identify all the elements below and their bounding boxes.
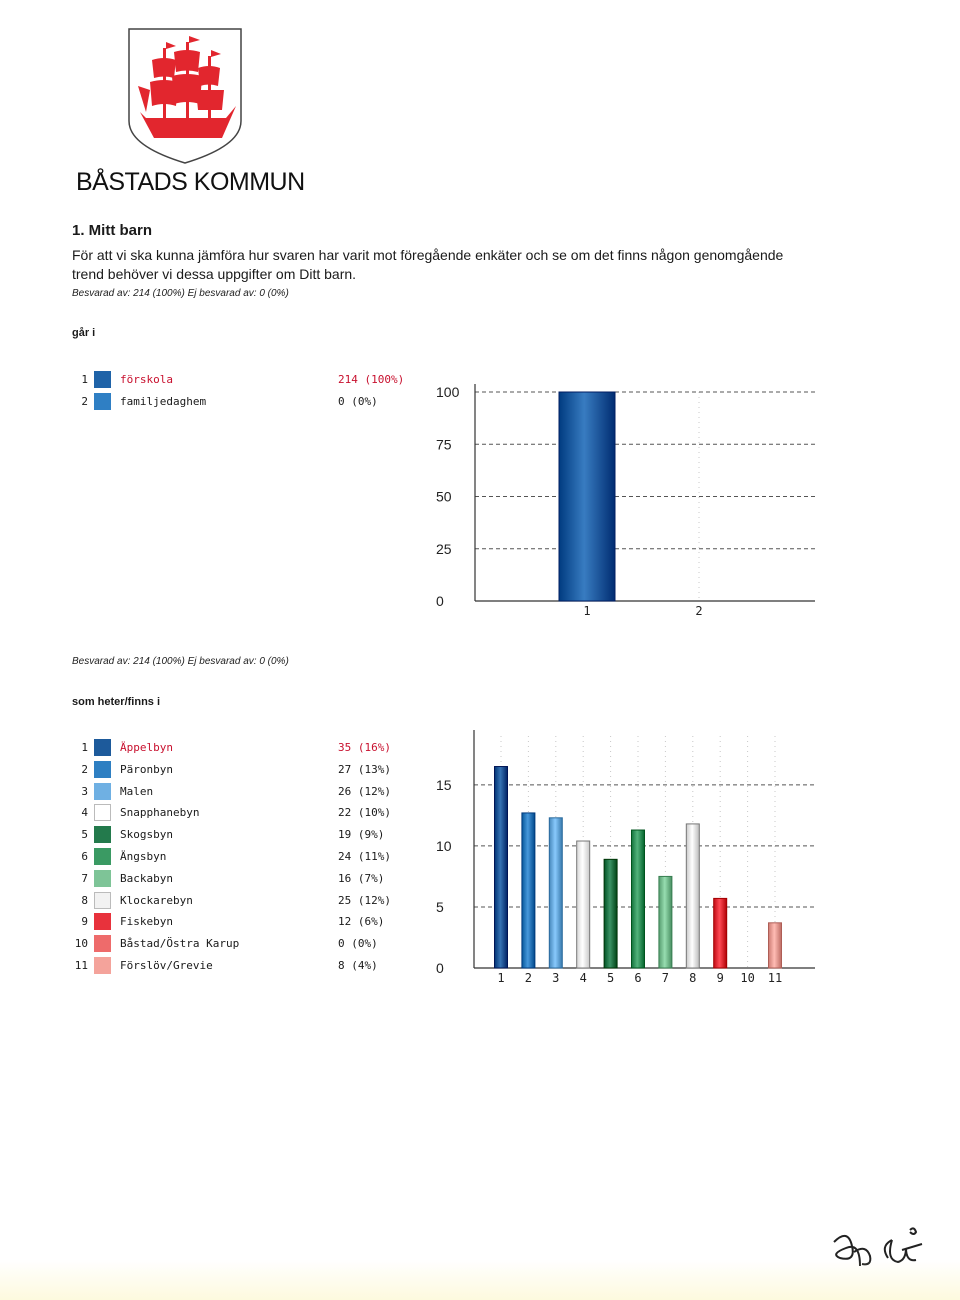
legend-count: 16 (7%) [338, 871, 385, 885]
q2-legend-row [74, 934, 414, 956]
legend-swatch [94, 826, 111, 843]
legend-count: 214 (100%) [338, 373, 405, 386]
y-tick-label: 50 [436, 488, 452, 505]
bar-11 [769, 923, 782, 968]
y-tick-label: 5 [436, 898, 444, 915]
q2-legend-row [74, 869, 414, 891]
legend-label: förskola [120, 373, 173, 386]
chart-q1 [420, 360, 830, 630]
legend-label: Äppelbyn [120, 741, 173, 754]
y-tick-label: 25 [436, 540, 452, 557]
q2-legend-row [74, 912, 414, 934]
bar-6 [632, 830, 645, 968]
legend-label: Backabyn [120, 871, 173, 885]
legend-swatch [94, 804, 111, 821]
legend-label: Malen [120, 784, 154, 798]
legend-label: Snapphanebyn [120, 806, 200, 820]
q2-title: som heter/finns i [72, 696, 161, 708]
x-tick-label: 10 [740, 971, 755, 985]
section-title: 1. Mitt barn [72, 222, 153, 239]
legend-swatch [94, 913, 111, 930]
bar-2 [522, 813, 535, 968]
q2-legend-row [74, 847, 414, 869]
legend-label: Båstad/Östra Karup [120, 937, 240, 951]
y-tick-label: 10 [436, 837, 452, 854]
legend-index: 7 [81, 871, 88, 885]
x-tick-label: 1 [497, 971, 505, 985]
q2-legend-row [74, 738, 414, 760]
bar-8 [686, 824, 699, 968]
y-tick-label: 100 [436, 384, 460, 400]
x-tick-label: 2 [695, 604, 703, 618]
legend-index: 8 [81, 893, 88, 907]
legend-swatch [94, 393, 111, 410]
legend-count: 22 (10%) [338, 806, 391, 820]
legend-count: 25 (12%) [338, 893, 391, 907]
q2-legend-row [74, 825, 414, 847]
legend-swatch [94, 935, 111, 952]
q2-legend-row [74, 891, 414, 913]
y-tick-label: 0 [436, 593, 444, 609]
legend-index: 1 [81, 373, 88, 386]
x-tick-label: 4 [579, 971, 587, 985]
x-tick-label: 5 [606, 971, 615, 985]
legend-count: 24 (11%) [338, 850, 391, 863]
legend-swatch [94, 957, 111, 974]
legend-label: Ängsbyn [120, 850, 167, 863]
x-tick-label: 2 [524, 971, 533, 985]
legend-count: 0 (0%) [338, 395, 378, 408]
q2-legend-row [74, 760, 414, 782]
legend-index: 1 [81, 741, 88, 754]
legend-swatch [94, 848, 111, 865]
legend-index: 6 [81, 850, 88, 863]
bar-3 [549, 818, 562, 968]
legend-index: 10 [74, 937, 88, 951]
legend-index: 4 [81, 806, 88, 820]
x-tick-label: 8 [689, 971, 697, 985]
coat-of-arms-logo [126, 26, 246, 166]
legend-swatch [94, 892, 111, 909]
legend-count: 0 (0%) [338, 937, 378, 951]
y-tick-label: 75 [436, 436, 452, 453]
bar-1 [559, 392, 615, 601]
x-tick-label: 11 [767, 971, 783, 985]
legend-count: 35 (16%) [338, 741, 391, 754]
q1-legend-row [74, 370, 414, 392]
legend-count: 19 (9%) [338, 828, 385, 842]
legend-label: Skogsbyn [120, 828, 173, 842]
x-tick-label: 7 [661, 971, 670, 985]
answered-stat-q1: Besvarad av: 214 (100%) Ej besvarad av: 0 (0%) [72, 656, 289, 667]
section-intro: För att vi ska kunna jämföra hur svaren har varit mot föregående enkäter och se om det finns någon genomgående trend behöver vi dessa uppgifter om Ditt barn. [72, 247, 784, 282]
x-tick-label: 9 [716, 971, 724, 985]
legend-count: 12 (6%) [338, 915, 385, 929]
legend-swatch [94, 371, 111, 388]
q1-legend-row [74, 392, 414, 414]
legend-count: 27 (13%) [338, 762, 391, 776]
x-tick-label: 6 [634, 971, 642, 985]
legend-label: Förslöv/Grevie [120, 959, 213, 972]
chart-q2 [420, 730, 830, 990]
legend-count: 8 (4%) [338, 959, 378, 972]
page-bottom-tint [0, 1260, 960, 1300]
q2-legend-row [74, 782, 414, 804]
bar-9 [714, 898, 727, 968]
bar-5 [604, 859, 617, 968]
bar-1 [495, 767, 508, 968]
legend-label: familjedaghem [120, 395, 207, 408]
y-tick-label: 0 [436, 960, 444, 976]
legend-count: 26 (12%) [338, 784, 391, 798]
q1-title: går i [72, 327, 96, 339]
q2-legend-row [74, 803, 414, 825]
legend-index: 11 [74, 959, 88, 972]
x-tick-label: 3 [552, 971, 560, 985]
legend-index: 2 [81, 762, 88, 776]
legend-swatch [94, 761, 111, 778]
legend-label: Fiskebyn [120, 915, 173, 929]
q2-legend-row [74, 956, 414, 978]
legend-index: 2 [81, 395, 88, 408]
y-tick-label: 15 [436, 776, 452, 793]
legend-swatch [94, 739, 111, 756]
legend-index: 5 [81, 828, 88, 842]
legend-label: Päronbyn [120, 762, 173, 776]
answered-stat-top: Besvarad av: 214 (100%) Ej besvarad av: 0 (0%) [72, 288, 289, 299]
legend-index: 9 [81, 915, 88, 929]
bar-7 [659, 876, 672, 968]
legend-swatch [94, 783, 111, 800]
legend-swatch [94, 870, 111, 887]
x-tick-label: 1 [583, 604, 591, 618]
legend-label: Klockarebyn [120, 893, 193, 907]
org-name: BÅSTADS KOMMUN [76, 168, 305, 196]
bar-4 [577, 841, 590, 968]
legend-index: 3 [81, 784, 88, 798]
